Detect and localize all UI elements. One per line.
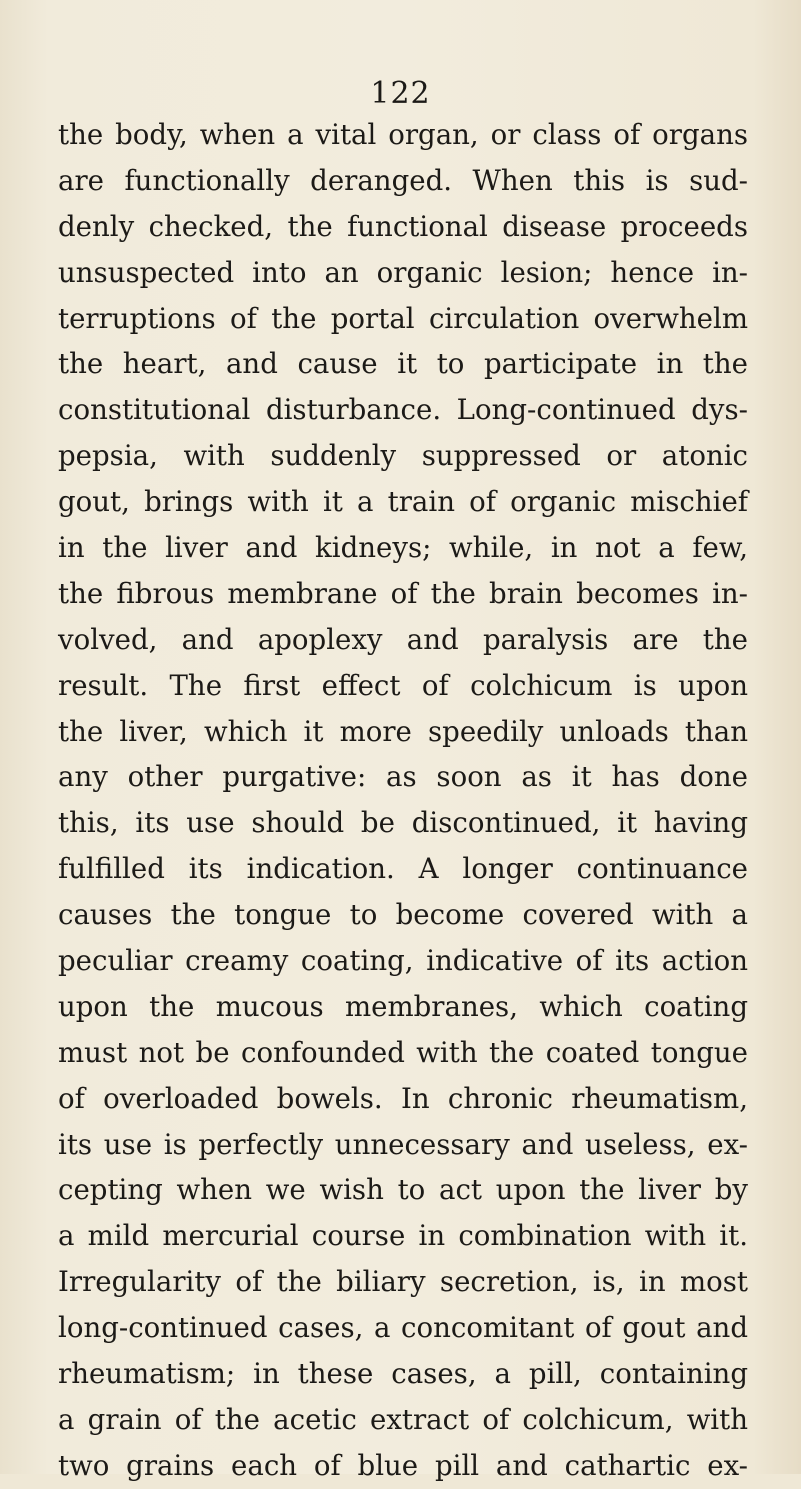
text-line: a mild mercurial course in combination with it. (58, 1219, 748, 1253)
text-line: must not be confounded with the coated tongue (58, 1035, 748, 1069)
body-text (58, 112, 748, 1489)
text-line: the body, when a vital organ, or class of organs (58, 118, 748, 151)
text-line: are functionally deranged. When this is sud- (58, 163, 748, 197)
text-line: terruptions of the portal circulation overwhelm (58, 301, 748, 335)
text-line: denly checked, the functional disease proceeds (58, 209, 748, 243)
text-line: a grain of the acetic extract of colchicum, with (58, 1402, 748, 1436)
text-line: peculiar creamy coating, indicative of its action (58, 944, 748, 978)
text-line: fulfilled its indication. A longer continuance (58, 852, 748, 886)
text-line: constitutional disturbance. Long-continued dys- (58, 393, 748, 427)
text-line: the heart, and cause it to participate in the (58, 347, 748, 381)
text-line: this, its use should be discontinued, it having (58, 806, 748, 840)
text-line: causes the tongue to become covered with a (58, 898, 748, 932)
text-line: of overloaded bowels. In chronic rheumatism, (58, 1081, 748, 1115)
text-line: long-continued cases, a concomitant of gout and (58, 1311, 748, 1345)
text-line: result. The first effect of colchicum is upon (58, 668, 748, 702)
text-line: upon the mucous membranes, which coating (58, 989, 748, 1023)
text-line: unsuspected into an organic lesion; hence in- (58, 255, 748, 289)
text-line: cepting when we wish to act upon the liver by (58, 1173, 748, 1207)
text-line: the liver, which it more speedily unloads than (58, 714, 748, 748)
text-line: gout, brings with it a train of organic mischief (58, 485, 748, 519)
text-line: Irregularity of the biliary secretion, is, in most (58, 1265, 748, 1299)
text-line: two grains each of blue pill and cathartic ex- (58, 1448, 748, 1482)
text-line: its use is perfectly unnecessary and useless, ex- (58, 1127, 748, 1161)
text-line: rheumatism; in these cases, a pill, containing (58, 1357, 748, 1391)
text-line: the fibrous membrane of the brain becomes in- (58, 576, 748, 610)
text-line: any other purgative: as soon as it has done (58, 760, 748, 794)
text-line: in the liver and kidneys; while, in not a few, (58, 531, 748, 565)
text-line: volved, and apoplexy and paralysis are the (58, 622, 748, 656)
text-line: pepsia, with suddenly suppressed or atonic (58, 439, 748, 473)
page-number: 122 (370, 76, 431, 111)
